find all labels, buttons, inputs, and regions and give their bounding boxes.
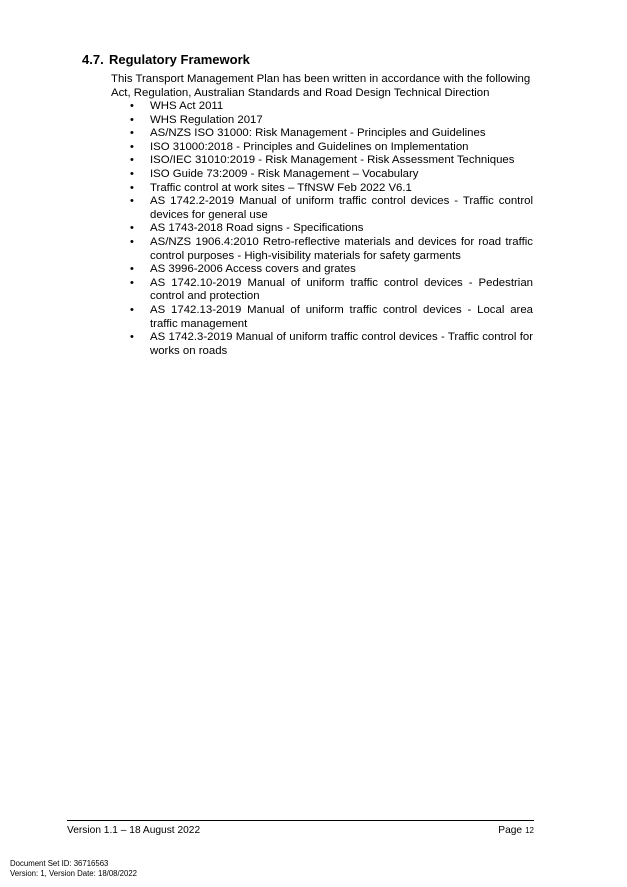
list-item-text: Traffic control at work sites – TfNSW Feb 2022 V6.1 xyxy=(150,181,412,194)
list-item xyxy=(111,277,533,304)
bullet-icon: • xyxy=(130,113,134,126)
list-item-text: AS 1743-2018 Road signs - Specifications xyxy=(150,222,364,235)
section-title: Regulatory Framework xyxy=(109,52,250,67)
list-item-text: AS/NZS 1906.4:2010 Retro-reflective materials and devices for road traffic control purposes - High-visibility materials for safety garments xyxy=(150,235,533,262)
list-item xyxy=(111,331,533,358)
list-item xyxy=(111,195,533,222)
section-heading xyxy=(82,52,250,68)
list-item-text: AS 3996-2006 Access covers and grates xyxy=(150,263,356,276)
list-item-text: ISO/IEC 31010:2019 - Risk Management - Risk Assessment Techniques xyxy=(150,154,515,167)
document-version-date: Version: 1, Version Date: 18/08/2022 xyxy=(10,869,138,878)
list-item xyxy=(111,154,533,168)
bullet-icon: • xyxy=(130,154,134,167)
list-item xyxy=(111,236,533,263)
list-item xyxy=(111,100,533,114)
bullet-icon: • xyxy=(130,303,134,316)
section-number: 4.7. xyxy=(82,52,104,67)
list-item xyxy=(111,168,533,182)
footer-page-number xyxy=(498,824,534,837)
list-item-text: ISO 31000:2018 - Principles and Guidelines on Implementation xyxy=(150,140,469,153)
footer-version: Version 1.1 – 18 August 2022 xyxy=(67,825,201,836)
list-item-text: AS 1742.3-2019 Manual of uniform traffic control devices - Traffic control for works on roads xyxy=(150,331,533,357)
list-item-text: AS 1742.10-2019 Manual of uniform traffic control devices - Pedestrian control and protection xyxy=(150,276,533,303)
list-item-text: WHS Regulation 2017 xyxy=(150,113,263,126)
list-item xyxy=(111,114,533,128)
document-set-id: Document Set ID: 36716563 xyxy=(10,859,109,868)
list-item xyxy=(111,141,533,155)
list-item-text: WHS Act 2011 xyxy=(150,100,224,112)
bullet-icon: • xyxy=(130,181,134,194)
list-item xyxy=(111,263,533,277)
list-item-text: AS 1742.2-2019 Manual of uniform traffic control devices - Traffic control devices for general use xyxy=(150,195,533,221)
list-item-text: AS 1742.13-2019 Manual of uniform traffic control devices - Local area traffic management xyxy=(150,303,533,330)
page-number: 12 xyxy=(525,826,534,835)
footer-divider xyxy=(67,820,534,821)
list-item xyxy=(111,304,533,331)
page-label: Page xyxy=(498,825,523,836)
bullet-icon: • xyxy=(130,263,134,276)
bullet-icon: • xyxy=(130,167,134,180)
bullet-icon: • xyxy=(130,222,134,235)
bullet-icon: • xyxy=(130,235,134,248)
list-item-text: ISO Guide 73:2009 - Risk Management – Vocabulary xyxy=(150,167,419,180)
bullet-icon: • xyxy=(130,195,134,208)
bullet-icon: • xyxy=(130,331,134,344)
list-item-text: AS/NZS ISO 31000: Risk Management - Principles and Guidelines xyxy=(150,127,486,140)
bullet-icon: • xyxy=(130,140,134,153)
list-item xyxy=(111,182,533,196)
list-item xyxy=(111,222,533,236)
document-stamp xyxy=(10,859,137,879)
bullet-icon: • xyxy=(130,100,134,112)
regulation-list xyxy=(111,100,533,358)
bullet-icon: • xyxy=(130,276,134,289)
list-item xyxy=(111,127,533,141)
bullet-icon: • xyxy=(130,127,134,140)
intro-paragraph: This Transport Management Plan has been written in accordance with the following Act, Regulation, Australian Standards and Road Design Technical Direction xyxy=(111,73,531,99)
